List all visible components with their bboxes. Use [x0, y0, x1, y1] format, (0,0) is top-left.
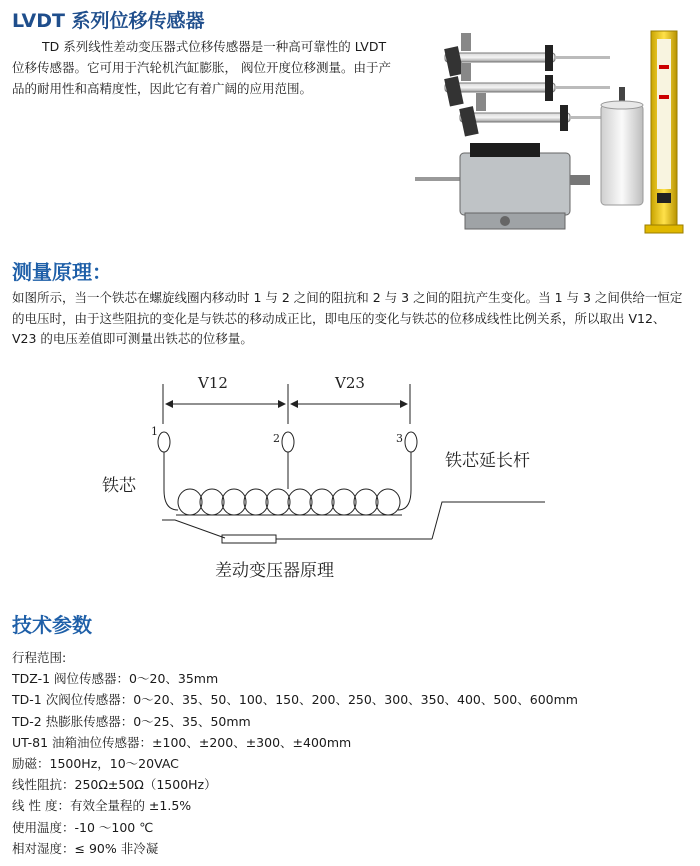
lvdt-sensor-group [444, 33, 625, 136]
box-sensor [415, 143, 590, 229]
spec-line: TD-2 热膨胀传感器：0～25、35、50mm [12, 713, 251, 729]
principle-heading: 测量原理： [12, 260, 112, 284]
terminal-3-loop [405, 432, 417, 452]
white-cylinder-sensor [601, 87, 643, 205]
page-title: LVDT 系列位移传感器 [12, 10, 205, 32]
spec-line: 使用温度：-10 ～100 ℃ [12, 819, 154, 835]
spec-line: 行程范围: [12, 650, 67, 665]
coil [178, 489, 400, 515]
lvdt-principle-diagram [80, 362, 580, 587]
v23-label: V23 [335, 374, 365, 392]
oil-level-sensor [645, 31, 683, 233]
core-label: 铁芯 [102, 476, 136, 496]
intro-paragraph: TD 系列线性差动变压器式位移传感器是一种高可靠性的 LVDT 位移传感器。它可用于汽轮机汽缸膨胀， 阀位开度位移测量。由于产品的耐用性和高精度性，因此它有着广阔的应用范围。 [12, 39, 391, 96]
terminal-1-loop [158, 432, 170, 452]
rod-label: 铁芯延长杆 [445, 451, 530, 471]
rod-leader [432, 502, 545, 539]
v12-label: V12 [198, 374, 228, 392]
spec-line: TD-1 次阀位传感器：0～20、35、50、100、150、200、250、300、350、400、500、600mm [12, 692, 578, 708]
specs-list [12, 647, 578, 859]
terminal-2-loop [282, 432, 294, 452]
terminal-1-label: 1 [151, 425, 158, 438]
spec-line: 励磁：1500Hz，10～20VAC [12, 756, 179, 772]
specs-heading: 技术参数 [12, 613, 92, 637]
diagram-caption: 差动变压器原理 [215, 561, 334, 581]
spec-line: UT-81 油箱油位传感器：±100、±200、±300、±400mm [12, 734, 352, 750]
core-leader [162, 520, 225, 538]
terminal-2-label: 2 [273, 432, 280, 445]
spec-line: 线性阻抗：250Ω±50Ω（1500Hz） [12, 777, 217, 793]
iron-core [222, 535, 276, 543]
terminal-3-label: 3 [396, 432, 403, 445]
spec-line: 相对湿度：≤ 90% 非冷凝 [12, 840, 159, 856]
product-photo [405, 25, 695, 240]
spec-line: 线 性 度：有效全量程的 ±1.5% [12, 798, 192, 814]
spec-line: TDZ-1 阀位传感器：0～20、35mm [12, 671, 219, 687]
principle-paragraph: 如图所示，当一个铁芯在螺旋线圈内移动时 1 与 2 之间的阻抗和 2 与 3 之间的阻抗产生变化。当 1 与 3 之间供给一恒定的电压时，由于这些阻抗的变化是与铁芯的移动成正比，即电压的变化与铁芯的位移成线性比例关系，所以取出 V12、V23 的电压差值即可测量出铁芯的位移量。 [12, 290, 683, 346]
